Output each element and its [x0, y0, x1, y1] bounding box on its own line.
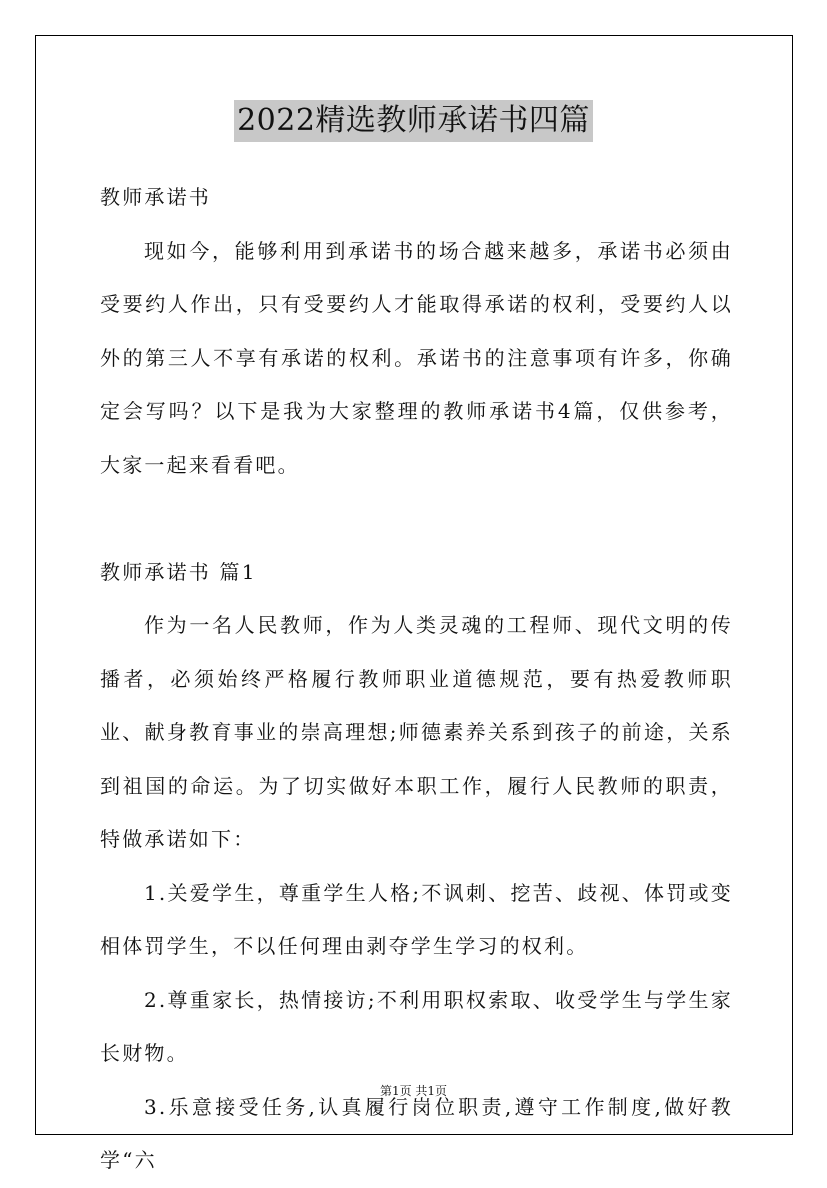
- document-title: 2022精选教师承诺书四篇: [234, 100, 593, 142]
- section1-paragraph: 作为一名人民教师，作为人类灵魂的工程师、现代文明的传播者，必须始终严格履行教师职业道德规范，要有热爱教师职业、献身教育事业的崇高理想;师德素养关系到孩子的前途，关系到祖国的命运。为了切实做好本职工作，履行人民教师的职责，特做承诺如下：: [100, 613, 733, 851]
- section-spacer: [100, 492, 733, 546]
- intro-paragraph: 现如今，能够利用到承诺书的场合越来越多，承诺书必须由受要约人作出，只有受要约人才能取得承诺的权利，受要约人以外的第三人不享有承诺的权利。承诺书的注意事项有许多，你确定会写吗？以下是我为大家整理的教师承诺书4篇，仅供参考，大家一起来看看吧。: [100, 238, 733, 477]
- section1-heading: 教师承诺书 篇1: [100, 559, 257, 584]
- title-container: [0, 100, 827, 142]
- intro-heading: 教师承诺书: [100, 185, 211, 209]
- commitment-item-1: 1.关爱学生，尊重学生人格;不讽刺、挖苦、歧视、体罚或变相体罚学生，不以任何理由剥夺学生学习的权利。: [100, 880, 733, 958]
- document-body: [100, 171, 733, 1188]
- commitment-item-3: 3.乐意接受任务,认真履行岗位职责,遵守工作制度,做好教学“六: [100, 1094, 733, 1172]
- commitment-item-2: 2.尊重家长，热情接访;不利用职权索取、收受学生与学生家长财物。: [100, 987, 733, 1065]
- page-footer: [0, 1083, 827, 1099]
- page-number: 第1页 共1页: [379, 1084, 448, 1098]
